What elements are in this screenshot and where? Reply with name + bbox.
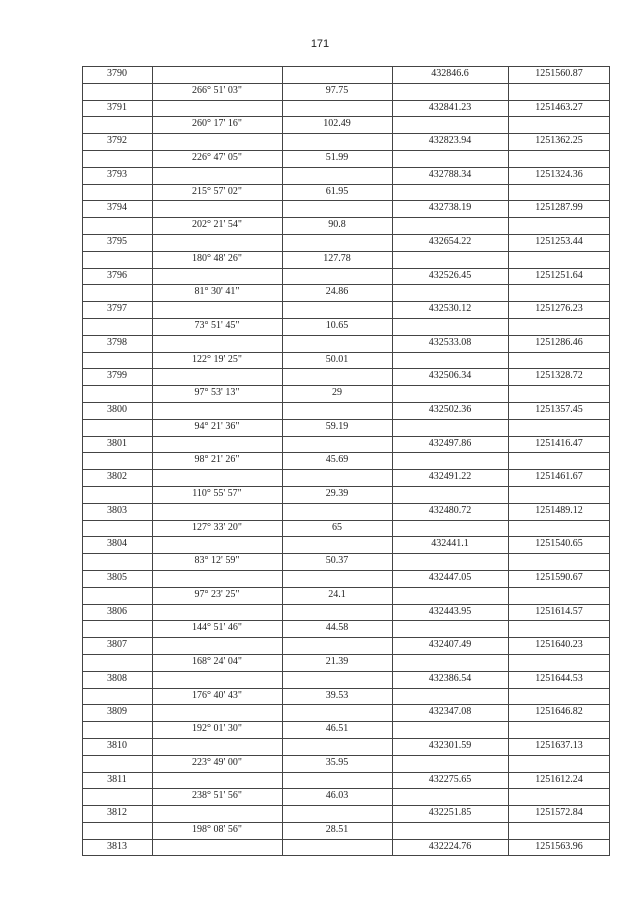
coord-x: 432386.54 (428, 672, 472, 684)
direction-angle: 223° 49' 00" (192, 756, 242, 768)
point-number: 3807 (107, 639, 127, 651)
point-row (82, 772, 610, 789)
coord-y: 1251276.23 (535, 303, 583, 315)
segment-length: 46.03 (325, 790, 349, 802)
coord-y: 1251614.57 (535, 605, 583, 617)
segment-row (82, 721, 610, 738)
direction-angle: 202° 21' 54" (192, 219, 242, 231)
direction-angle: 73° 51' 45" (194, 320, 240, 331)
coord-y: 1251563.96 (535, 840, 583, 852)
point-number: 3791 (107, 101, 127, 113)
segment-row (82, 755, 610, 772)
coord-x: 432441.1 (431, 538, 469, 550)
segment-length: 51.99 (325, 152, 349, 163)
page-number: 171 (310, 38, 330, 50)
point-number: 3800 (107, 404, 127, 415)
coord-y: 1251637.13 (535, 740, 583, 751)
point-number: 3802 (107, 471, 127, 483)
direction-angle: 110° 55' 57" (192, 488, 242, 499)
direction-angle: 198° 08' 56" (192, 824, 242, 835)
segment-row (82, 620, 610, 637)
direction-angle: 176° 40' 43" (192, 689, 242, 701)
point-row (82, 66, 610, 83)
segment-row (82, 419, 610, 436)
segment-length: 28.51 (325, 824, 349, 835)
segment-length: 29.39 (325, 488, 349, 499)
point-number: 3796 (107, 269, 127, 281)
coord-x: 432788.34 (428, 168, 472, 180)
direction-angle: 98° 21' 26" (194, 454, 240, 466)
point-row (82, 738, 610, 755)
direction-angle: 238° 51' 56" (192, 790, 242, 802)
direction-angle: 192° 01' 30" (192, 723, 242, 735)
coord-x: 432654.22 (428, 236, 472, 247)
direction-angle: 81° 30' 41" (194, 286, 240, 298)
direction-angle: 260° 17' 16" (192, 118, 242, 130)
coord-y: 1251328.72 (535, 370, 583, 382)
point-row (82, 100, 610, 117)
segment-row (82, 654, 610, 671)
point-number: 3806 (107, 605, 127, 617)
segment-row (82, 587, 610, 604)
point-number: 3811 (107, 773, 127, 785)
point-row (82, 604, 610, 621)
coord-x: 432251.85 (428, 807, 472, 819)
coord-x: 432506.34 (428, 370, 472, 382)
coord-y: 1251612.24 (535, 773, 583, 785)
segment-length: 39.53 (325, 689, 349, 701)
coord-y: 1251640.23 (535, 639, 583, 651)
segment-length: 44.58 (325, 622, 349, 634)
segment-row (82, 352, 610, 369)
coord-x: 432443.95 (428, 605, 472, 617)
segment-length: 29 (332, 387, 342, 399)
segment-row (82, 452, 610, 469)
segment-row (82, 150, 610, 167)
point-row (82, 167, 610, 184)
coord-y: 1251357.45 (535, 404, 583, 415)
coord-x: 432530.12 (428, 303, 472, 315)
segment-row (82, 385, 610, 402)
coord-x: 432533.08 (428, 336, 472, 348)
segment-row (82, 184, 610, 201)
point-number: 3799 (107, 370, 127, 382)
segment-row (82, 318, 610, 335)
segment-row (82, 788, 610, 805)
segment-length: 10.65 (325, 320, 349, 331)
segment-length: 50.37 (325, 555, 349, 567)
segment-row (82, 688, 610, 705)
coord-y: 1251489.12 (535, 504, 583, 516)
coord-x: 432526.45 (428, 269, 472, 281)
point-row (82, 268, 610, 285)
point-row (82, 671, 610, 688)
direction-angle: 144° 51' 46" (192, 622, 242, 634)
segment-length: 35.95 (325, 756, 349, 768)
point-number: 3790 (107, 68, 127, 79)
coord-x: 432491.22 (428, 471, 472, 483)
segment-row (82, 822, 610, 839)
segment-row (82, 284, 610, 301)
point-row (82, 805, 610, 822)
segment-row (82, 251, 610, 268)
coord-y: 1251572.84 (535, 807, 583, 819)
point-number: 3812 (107, 807, 127, 819)
direction-angle: 97° 53' 13" (194, 387, 240, 399)
segment-row (82, 116, 610, 133)
direction-angle: 226° 47' 05" (192, 152, 242, 163)
segment-length: 65 (332, 521, 342, 533)
coord-y: 1251251.64 (535, 269, 583, 281)
segment-length: 24.1 (328, 588, 346, 600)
point-number: 3805 (107, 572, 127, 583)
segment-length: 24.86 (325, 286, 349, 298)
coord-x: 432502.36 (428, 404, 472, 415)
direction-angle: 180° 48' 26" (192, 252, 242, 264)
segment-length: 45.69 (325, 454, 349, 466)
direction-angle: 94° 21' 36" (194, 420, 240, 432)
coord-y: 1251644.53 (535, 672, 583, 684)
point-row (82, 200, 610, 217)
coord-y: 1251253.44 (535, 236, 583, 247)
segment-length: 46.51 (325, 723, 349, 735)
segment-length: 59.19 (325, 420, 349, 432)
point-number: 3804 (107, 538, 127, 550)
point-row (82, 704, 610, 721)
table-bottom-rule (82, 855, 610, 856)
segment-length: 61.95 (325, 185, 349, 197)
point-number: 3793 (107, 168, 127, 180)
point-number: 3803 (107, 504, 127, 516)
coord-x: 432480.72 (428, 504, 472, 516)
point-number: 3809 (107, 706, 127, 718)
segment-row (82, 553, 610, 570)
point-number: 3797 (107, 303, 127, 315)
direction-angle: 215° 57' 02" (192, 185, 242, 197)
coord-x: 432407.49 (428, 639, 472, 651)
point-number: 3795 (107, 236, 127, 247)
coord-x: 432846.6 (431, 68, 469, 79)
point-row (82, 536, 610, 553)
direction-angle: 127° 33' 20" (192, 521, 242, 533)
coord-x: 432347.08 (428, 706, 472, 718)
segment-row (82, 217, 610, 234)
segment-row (82, 486, 610, 503)
point-number: 3801 (107, 437, 127, 449)
segment-length: 90.8 (328, 219, 346, 231)
coord-y: 1251362.25 (535, 135, 583, 147)
direction-angle: 266° 51' 03" (192, 84, 242, 96)
coord-x: 432841.23 (428, 101, 472, 113)
point-row (82, 839, 610, 856)
point-row (82, 133, 610, 150)
coord-y: 1251560.87 (535, 68, 583, 79)
coordinates-table (82, 66, 610, 856)
coord-y: 1251287.99 (535, 202, 583, 214)
segment-row (82, 83, 610, 100)
direction-angle: 97° 23' 25" (194, 588, 240, 600)
coord-y: 1251461.67 (535, 471, 583, 483)
coord-y: 1251416.47 (535, 437, 583, 449)
segment-length: 127.78 (323, 252, 351, 264)
coord-x: 432497.86 (428, 437, 472, 449)
coord-x: 432738.19 (428, 202, 472, 214)
coord-y: 1251463.27 (535, 101, 583, 113)
segment-length: 102.49 (323, 118, 351, 130)
coord-x: 432275.65 (428, 773, 472, 785)
coord-y: 1251646.82 (535, 706, 583, 718)
coord-x: 432301.59 (428, 740, 472, 751)
point-row (82, 301, 610, 318)
coord-x: 432447.05 (428, 572, 472, 583)
segment-length: 21.39 (325, 656, 349, 667)
coord-y: 1251590.67 (535, 572, 583, 583)
coord-x: 432823.94 (428, 135, 472, 147)
coord-y: 1251540.65 (535, 538, 583, 550)
direction-angle: 122° 19' 25" (192, 353, 242, 365)
point-row (82, 402, 610, 419)
point-row (82, 503, 610, 520)
direction-angle: 168° 24' 04" (192, 656, 242, 667)
point-number: 3798 (107, 336, 127, 348)
point-row (82, 637, 610, 654)
segment-row (82, 520, 610, 537)
point-number: 3810 (107, 740, 127, 751)
coord-y: 1251286.46 (535, 336, 583, 348)
segment-length: 97.75 (325, 84, 349, 96)
point-row (82, 368, 610, 385)
point-row (82, 570, 610, 587)
point-row (82, 234, 610, 251)
segment-length: 50.01 (325, 353, 349, 365)
point-number: 3792 (107, 135, 127, 147)
point-row (82, 335, 610, 352)
point-row (82, 469, 610, 486)
point-row (82, 436, 610, 453)
coord-y: 1251324.36 (535, 168, 583, 180)
coord-x: 432224.76 (428, 840, 472, 852)
direction-angle: 83° 12' 59" (194, 555, 240, 567)
point-number: 3794 (107, 202, 127, 214)
point-number: 3808 (107, 672, 127, 684)
point-number: 3813 (107, 840, 127, 852)
